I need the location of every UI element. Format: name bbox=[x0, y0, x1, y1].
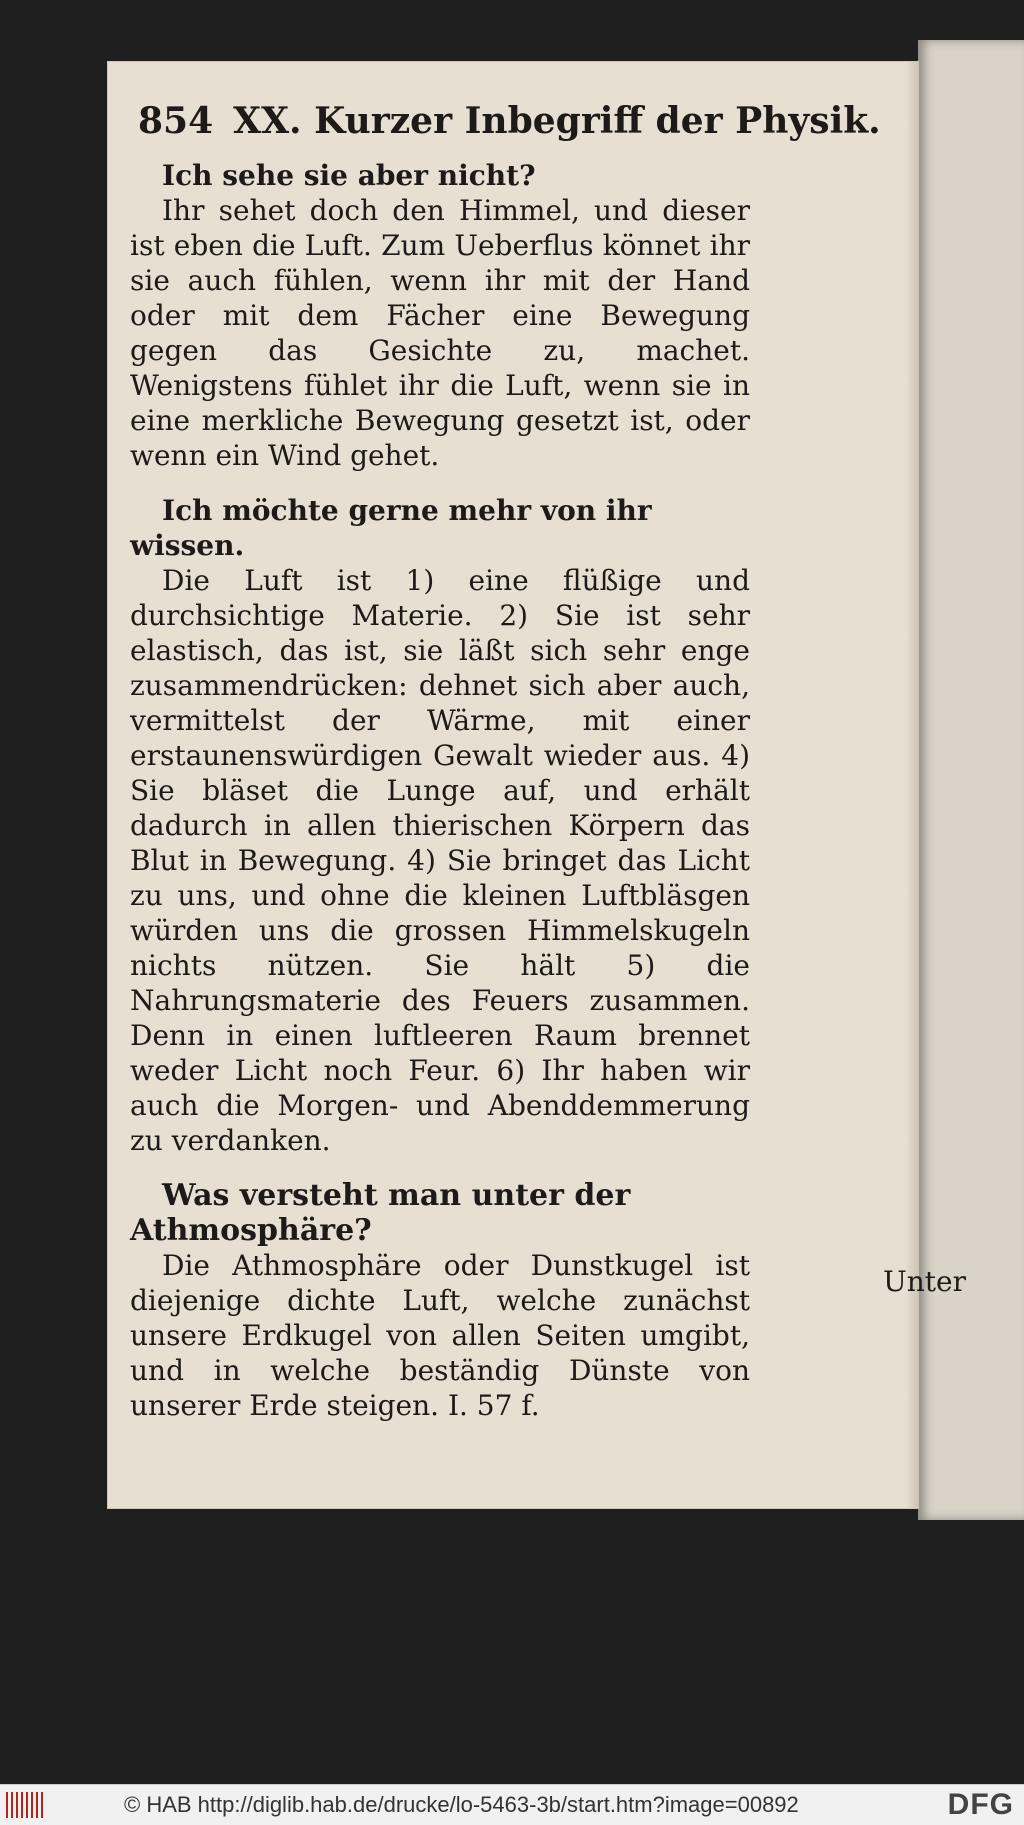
question-1: Ich sehe sie aber nicht? bbox=[162, 159, 536, 192]
catchword: Unter bbox=[883, 1265, 966, 1298]
page-body bbox=[130, 158, 750, 1443]
answer-3: Die Athmosphäre oder Dunstkugel ist diejenige dichte Luft, welche zunächst unsere Erdkugel von allen Seiten umgibt, und in welche beständig Dünste von unserer Erde steigen. I. 57 f. bbox=[130, 1249, 750, 1422]
question-2: Ich möchte gerne mehr von ihr wissen. bbox=[130, 494, 652, 562]
source-credit-link[interactable]: © HAB http://diglib.hab.de/drucke/lo-5463-3b/start.htm?image=00892 bbox=[124, 1792, 799, 1817]
dfg-logo: DFG bbox=[947, 1788, 1014, 1821]
answer-1: Ihr sehet doch den Himmel, und dieser ist eben die Luft. Zum Ueberflus könnet ihr sie auch fühlen, wenn ihr mit der Hand oder mit dem Fächer eine Bewegung gegen das Gesichte zu, machet. Wenigstens fühlet ihr die Luft, wenn sie in eine merkliche Bewegung gesetzt ist, oder wenn ein Wind gehet. bbox=[130, 194, 750, 472]
page-number: 854 bbox=[138, 100, 214, 142]
viewer-footer bbox=[0, 1784, 1024, 1825]
answer-2: Die Luft ist 1) eine flüßige und durchsichtige Materie. 2) Sie ist sehr elastisch, das ist, sie läßt sich sehr enge zusammendrücken: dehnet sich aber auch, vermittelst der Wärme, mit einer erstaunenswürdigen Gewalt wieder aus. 4) Sie bläset die Lunge auf, und erhält dadurch in allen thierischen Körpern das Blut in Bewegung. 4) Sie bringet das Licht zu uns, und ohne die kleinen Luftbläsgen würden uns die grossen Himmelskugeln nichts nützen. Sie hält 5) die Nahrungsmaterie des Feuers zusammen. Denn in einen luftleeren Raum brennet weder Licht noch Feur. 6) Ihr haben wir auch die Morgen- und Abenddemmerung zu verdanken. bbox=[130, 564, 750, 1157]
facing-page-edge bbox=[918, 40, 1024, 1520]
question-3: Was versteht man unter der Athmosphäre? bbox=[130, 1178, 631, 1248]
barcode-icon bbox=[6, 1792, 46, 1818]
running-head: XX. Kurzer Inbegriff der Physik. bbox=[233, 100, 881, 142]
page-header bbox=[138, 100, 881, 142]
